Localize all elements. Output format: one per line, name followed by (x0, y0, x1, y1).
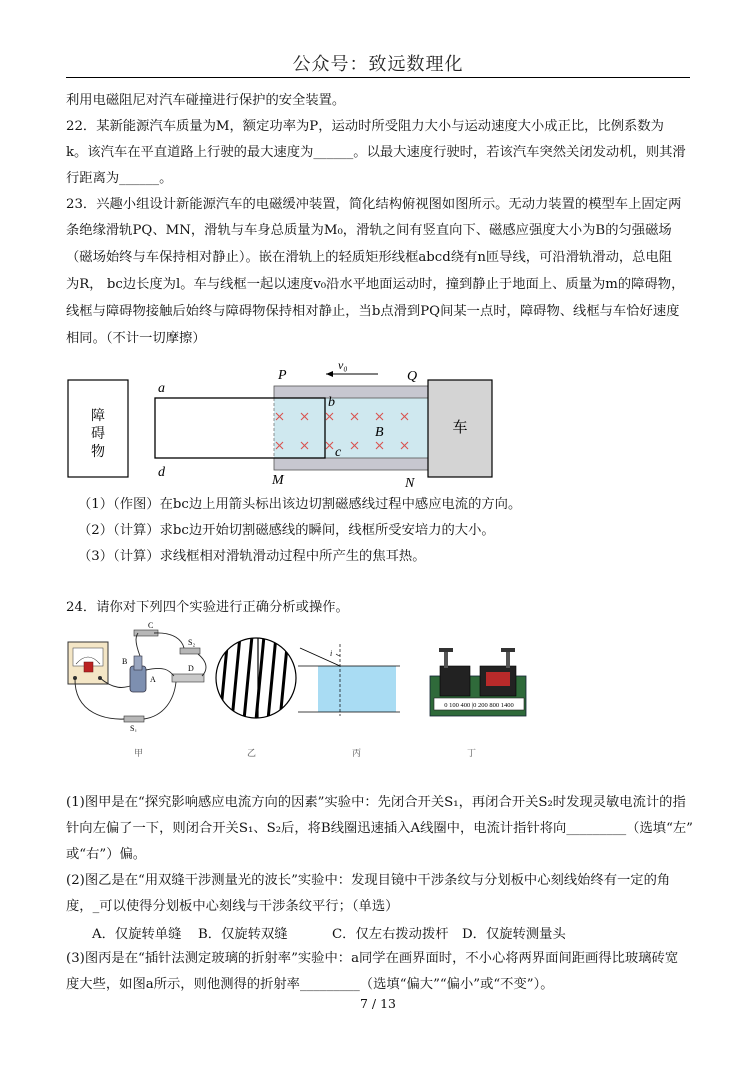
q23-part: （2）（计算）求bc边开始切割磁感线的瞬间，线框所受安培力的大小。 (78, 523, 495, 538)
caption-yi: 乙 (247, 749, 257, 759)
q23-line: 线框与障碍物接触后始终与障碍物保持相对静止，当b点滑到PQ间某一点时，障碍物、线框与车恰好速度 (66, 304, 680, 319)
q23-part: （3）（计算）求线框相对滑轨滑动过程中所产生的焦耳热。 (78, 549, 426, 564)
q23-part: （1）（作图）在bc边上用箭头标出该边切割磁感线过程中感应电流的方向。 (78, 497, 522, 512)
velocity-label: v₀ (338, 358, 348, 372)
q23-line: 为R， bc边长度为l。车与线框一起以速度v₀沿水平地面运动时，撞到静止于地面上、质量为m的障碍物， (66, 277, 685, 292)
q23-line: 23．兴趣小组设计新能源汽车的电磁缓冲装置，简化结构俯视图如图所示。无动力装置的模型车上固定两 (66, 197, 682, 212)
option-A: A．仅旋转单缝 (92, 927, 182, 942)
label-i: i (330, 649, 333, 658)
caption-bing: 丙 (352, 749, 362, 759)
fig-jia-induction-circuit (64, 620, 216, 732)
text-line: 利用电磁阻尼对汽车碰撞进行保护的安全装置。 (66, 93, 346, 108)
incident-ray (300, 648, 340, 666)
point-M: M (272, 473, 284, 488)
switch-S2 (180, 648, 200, 654)
battery-D (172, 674, 204, 682)
page-number: 7 / 13 (359, 996, 397, 1011)
car-label: 车 (452, 420, 468, 436)
scale-numbers: 0 100 400 |0 200 800 1400 (444, 702, 514, 709)
q22-line: 行距离为______。 (66, 171, 173, 186)
point-d: d (158, 465, 165, 480)
q24-intro: 24．请你对下列四个实验进行正确分析或操作。 (66, 600, 349, 615)
q24-line: (3)图丙是在“插针法测定玻璃的折射率”实验中：a同学在画界面时，不小心将两界面间距画得比玻璃砖宽 (66, 951, 679, 966)
q24-line: 度大些，如图a所示，则他测得的折射率_________（选填“偏大”“偏小”或“不变”）。 (66, 977, 554, 992)
q24-line: 度，_可以使得分划板中心刻线与干涉条纹平行；（单选） (66, 899, 399, 914)
rail-PQ (274, 386, 428, 398)
q24-line: (1)图甲是在“探究影响感应电流方向的因素”实验中：先闭合开关S₁，再闭合开关S₂时发现灵敏电流计的指 (66, 795, 686, 810)
rail-MN (274, 458, 428, 470)
option-B: B．仅旋转双缝 (198, 927, 288, 942)
q23-line: 条绝缘滑轨PQ、MN，滑轨与车身总质量为M₀，滑轨之间有竖直向下、磁感应强度大小为B的匀强磁场 (66, 223, 672, 238)
q23-line: 相同。（不计一切摩擦） (66, 331, 206, 346)
q24-line: 针向左偏了一下，则闭合开关S₁、S₂后，将B线圈迅速插入A线圈中，电流计指针将向_________（选填“左” (66, 821, 693, 836)
q23-line: （磁场始终与车保持相对静止）。嵌在滑轨上的轻质矩形线框abcd绕有n匝导线，可沿滑轨滑动，总电阻 (66, 250, 673, 265)
label-A: A (150, 675, 156, 684)
obstacle-char: 碍 (91, 427, 105, 442)
q24-line: 或“右”）偏。 (66, 847, 147, 862)
obstacle-char: 物 (91, 445, 105, 460)
q22-line: k。该汽车在平直道路上行驶的最大速度为______。以最大速度行驶时，若该汽车突然关闭发动机，则其滑 (66, 145, 686, 160)
fig-yi-interference-fringes (214, 636, 298, 720)
point-c: c (335, 445, 342, 460)
label-B: B (122, 657, 128, 666)
label-D: D (188, 664, 194, 673)
fig-bing-refraction (292, 640, 402, 720)
page-header-title: 公众号：致远数理化 (292, 54, 464, 75)
header-rule (66, 77, 690, 78)
option-C: C．仅左右拨动拨杆 (332, 927, 449, 942)
field-B-label: B (375, 425, 384, 440)
q24-line: (2)图乙是在“用双缝干涉测量光的波长”实验中：发现目镜中干涉条纹与分划板中心刻线始终有一定的角 (66, 873, 671, 888)
point-P: P (278, 368, 287, 383)
glass-block (318, 666, 396, 712)
point-a: a (158, 381, 165, 396)
obstacle-char: 障 (91, 409, 105, 424)
coil-B (134, 656, 142, 670)
point-b: b (328, 395, 335, 410)
fig-ding-measurement-head (426, 642, 530, 722)
label-C: C (148, 621, 154, 630)
switch-S1 (124, 716, 144, 722)
point-Q: Q (407, 369, 418, 384)
caption-jia: 甲 (134, 749, 144, 759)
option-D: D．仅旋转测量头 (462, 927, 566, 942)
label-S2: S₂ (188, 638, 196, 647)
q23-figure (60, 358, 500, 490)
caption-ding: 丁 (467, 749, 477, 759)
label-S1: S₁ (130, 724, 138, 732)
point-N: N (405, 476, 415, 490)
q22-line: 22．某新能源汽车质量为M，额定功率为P，运动时所受阻力大小与运动速度大小成正比，比例系数为 (66, 119, 664, 134)
